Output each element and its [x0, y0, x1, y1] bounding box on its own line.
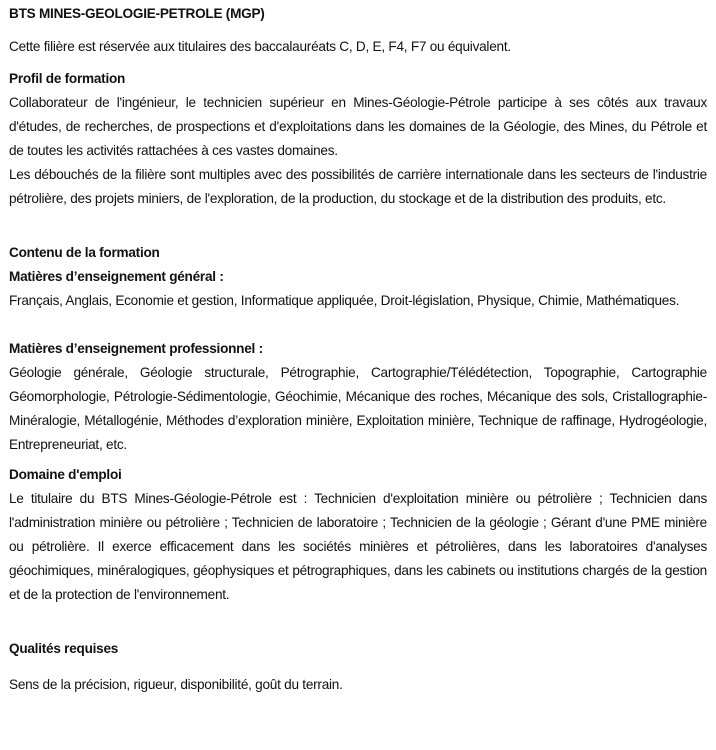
contenu-heading: Contenu de la formation	[9, 245, 160, 260]
profil-heading: Profil de formation	[9, 71, 126, 86]
profil-paragraph-1: Collaborateur de l'ingénieur, le technicien supérieur en Mines-Géologie-Pétrole participe à ses côtés aux travaux d'études, de recherches, de prospections et d'exploitations dans les domaines de la Géologie, des Mines, du Pétrole et de toutes les activités rattachées à ces vastes domaines.	[9, 95, 707, 158]
page-title: BTS MINES-GEOLOGIE-PETROLE (MGP)	[9, 6, 265, 21]
emploi-heading: Domaine d'emploi	[9, 467, 122, 482]
professional-subjects-heading: Matières d’enseignement professionnel :	[9, 341, 263, 356]
general-subjects-heading: Matières d’enseignement général :	[9, 269, 224, 284]
profil-paragraph-2: Les débouchés de la filière sont multiples avec des possibilités de carrière internationale dans les secteurs de l'industrie pétrolière, des projets miniers, de l'exploration, de la production, du stockage et de la distribution des produits, etc.	[9, 167, 707, 206]
professional-subjects-text: Géologie générale, Géologie structurale, Pétrographie, Cartographie/Télédétection, Topographie, Cartographie Géomorphologie, Pétrologie-Sédimentologie, Géochimie, Mécanique des roches, Mécanique des sols, Cristallographie-Minéralogie, Métallogénie, Méthodes d’exploration minière, Exploitation minière, Technique de raffinage, Hydrogéologie, Entrepreneuriat, etc.	[9, 365, 707, 452]
qualites-text: Sens de la précision, rigueur, disponibilité, goût du terrain.	[9, 677, 343, 692]
emploi-text: Le titulaire du BTS Mines-Géologie-Pétrole est : Technicien d'exploitation minière ou pétrolière ; Technicien dans l'administration minière ou pétrolière ; Technicien de laboratoire ; Technicien de la géologie ; Gérant d'une PME minière ou pétrolière. Il exerce efficacement dans les sociétés minières et pétrolières, dans les laboratoires d'analyses géochimiques, minéralogiques, géophysiques et pétrographiques, dans les cabinets ou institutions chargés de la gestion et de la protection de l'environnement.	[9, 491, 707, 602]
intro-text: Cette filière est réservée aux titulaires des baccalauréats C, D, E, F4, F7 ou équivalent.	[9, 39, 511, 54]
qualites-heading: Qualités requises	[9, 641, 119, 656]
general-subjects-text: Français, Anglais, Economie et gestion, Informatique appliquée, Droit-législation, Physique, Chimie, Mathématiques.	[9, 293, 680, 308]
